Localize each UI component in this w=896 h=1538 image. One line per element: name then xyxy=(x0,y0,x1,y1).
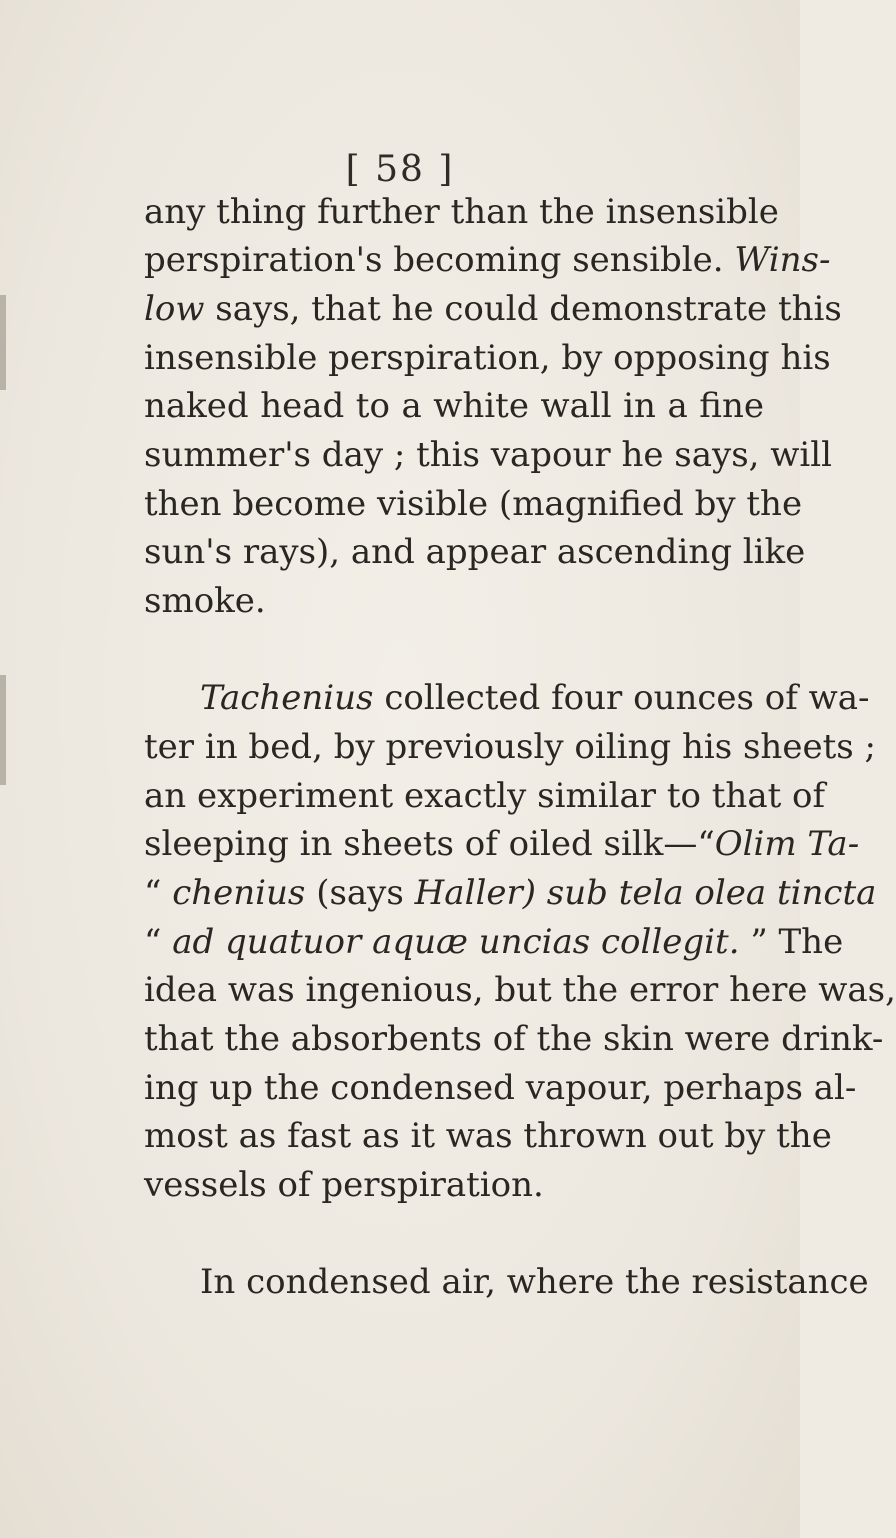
text-line: idea was ingenious, but the error here was, xyxy=(144,970,896,1010)
text-span: collected four ounces of wa- xyxy=(384,678,870,718)
text-line: that the absorbents of the skin were drink- xyxy=(144,1019,884,1059)
latin-quote: Olim Ta- xyxy=(714,824,860,864)
text-line: any thing further than the insensible xyxy=(144,192,779,232)
latin-quote: chenius xyxy=(172,873,306,913)
text-line: ter in bed, by previously oiling his sheets ; xyxy=(144,727,876,767)
text-span: perspiration's becoming sensible. xyxy=(144,240,724,280)
text-line xyxy=(144,287,842,331)
text-line: vessels of perspiration. xyxy=(144,1165,544,1205)
text-line: naked head to a white wall in a fine xyxy=(144,386,764,426)
text-line xyxy=(144,238,831,282)
latin-quote: sub tela olea tincta xyxy=(546,873,877,913)
text-line: In condensed air, where the resistance xyxy=(200,1262,869,1302)
margin-mark xyxy=(0,295,6,390)
text-span: ” The xyxy=(750,922,844,962)
text-line xyxy=(144,920,844,964)
text-line: sun's rays), and appear ascending like xyxy=(144,532,806,572)
margin-mark xyxy=(0,675,6,785)
text-line xyxy=(200,676,870,720)
text-line: summer's day ; this vapour he says, will xyxy=(144,435,833,475)
text-line xyxy=(144,871,877,915)
italic-name: low xyxy=(144,289,205,329)
text-span: sleeping in sheets of oiled silk—“ xyxy=(144,824,715,864)
text-line: insensible perspiration, by opposing his xyxy=(144,338,831,378)
text-line xyxy=(144,822,860,866)
page-number: [ 58 ] xyxy=(345,149,455,190)
text-line: most as fast as it was thrown out by the xyxy=(144,1116,832,1156)
text-span: (says xyxy=(316,873,404,913)
latin-quote: ad quatuor aquæ uncias collegit. xyxy=(172,922,740,962)
text-line: ing up the condensed vapour, perhaps al- xyxy=(144,1068,857,1108)
quote-mark: “ xyxy=(144,922,162,962)
text-line: an experiment exactly similar to that of xyxy=(144,776,826,816)
quote-mark: “ xyxy=(144,873,162,913)
text-line: smoke. xyxy=(144,581,266,621)
italic-name: Tachenius xyxy=(200,678,374,718)
italic-name: Wins- xyxy=(734,240,831,280)
italic-name: Haller) xyxy=(414,873,536,913)
text-line: then become visible (magnified by the xyxy=(144,484,803,524)
text-span: says, that he could demonstrate this xyxy=(215,289,842,329)
